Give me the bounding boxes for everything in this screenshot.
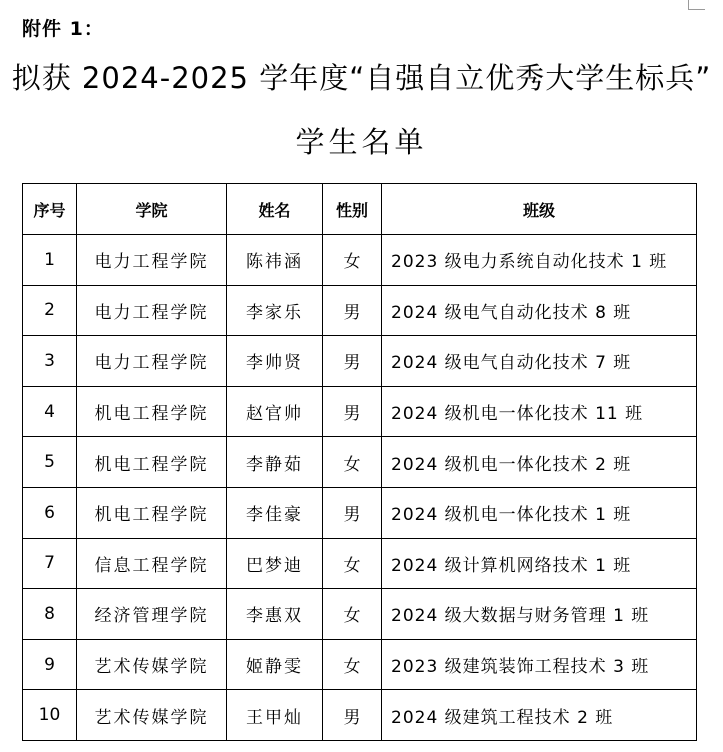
cell-college: 电力工程学院: [77, 336, 227, 387]
cell-college: 机电工程学院: [77, 386, 227, 437]
cell-name: 李静茹: [227, 437, 323, 488]
cell-college: 机电工程学院: [77, 487, 227, 538]
cell-class: 2024 级机电一体化技术 1 班: [382, 487, 697, 538]
table-row: [23, 538, 697, 589]
cell-name: 李家乐: [227, 285, 323, 336]
table-row: [23, 235, 697, 286]
table-row: [23, 487, 697, 538]
page-corner-mark: [688, 0, 705, 10]
cell-gender: 女: [323, 235, 382, 286]
cell-college: 电力工程学院: [77, 285, 227, 336]
table-row: [23, 690, 697, 741]
cell-name: 李惠双: [227, 589, 323, 640]
cell-number: 3: [23, 336, 77, 387]
header-name: 姓名: [227, 184, 323, 235]
cell-gender: 男: [323, 487, 382, 538]
table-row: [23, 639, 697, 690]
cell-college: 艺术传媒学院: [77, 639, 227, 690]
cell-number: 1: [23, 235, 77, 286]
cell-gender: 女: [323, 538, 382, 589]
cell-number: 4: [23, 386, 77, 437]
table-row: [23, 386, 697, 437]
cell-gender: 男: [323, 386, 382, 437]
document-subtitle: 学生名单: [295, 125, 428, 159]
student-list-table: [22, 183, 697, 741]
cell-number: 10: [23, 690, 77, 741]
cell-name: 姬静雯: [227, 639, 323, 690]
cell-class: 2023 级建筑装饰工程技术 3 班: [382, 639, 697, 690]
cell-class: 2023 级电力系统自动化技术 1 班: [382, 235, 697, 286]
cell-gender: 男: [323, 285, 382, 336]
cell-number: 2: [23, 285, 77, 336]
cell-class: 2024 级电气自动化技术 7 班: [382, 336, 697, 387]
cell-class: 2024 级电气自动化技术 8 班: [382, 285, 697, 336]
cell-class: 2024 级建筑工程技术 2 班: [382, 690, 697, 741]
header-college: 学院: [77, 184, 227, 235]
cell-college: 经济管理学院: [77, 589, 227, 640]
attachment-label: 附件 1：: [22, 18, 104, 40]
table-row: [23, 285, 697, 336]
document-title: 拟获 2024-2025 学年度“自强自立优秀大学生标兵”: [11, 61, 712, 95]
table-row: [23, 589, 697, 640]
cell-gender: 女: [323, 639, 382, 690]
cell-gender: 女: [323, 437, 382, 488]
cell-number: 5: [23, 437, 77, 488]
table-header-row: [23, 184, 697, 235]
cell-number: 8: [23, 589, 77, 640]
header-number: 序号: [23, 184, 77, 235]
cell-class: 2024 级计算机网络技术 1 班: [382, 538, 697, 589]
cell-class: 2024 级机电一体化技术 2 班: [382, 437, 697, 488]
cell-name: 李佳豪: [227, 487, 323, 538]
cell-gender: 女: [323, 589, 382, 640]
cell-name: 赵官帅: [227, 386, 323, 437]
table-row: [23, 437, 697, 488]
cell-number: 7: [23, 538, 77, 589]
cell-name: 王甲灿: [227, 690, 323, 741]
header-gender: 性别: [323, 184, 382, 235]
cell-gender: 男: [323, 690, 382, 741]
cell-college: 机电工程学院: [77, 437, 227, 488]
cell-gender: 男: [323, 336, 382, 387]
table-row: [23, 336, 697, 387]
cell-class: 2024 级机电一体化技术 11 班: [382, 386, 697, 437]
cell-college: 电力工程学院: [77, 235, 227, 286]
cell-class: 2024 级大数据与财务管理 1 班: [382, 589, 697, 640]
cell-college: 艺术传媒学院: [77, 690, 227, 741]
cell-name: 李帅贤: [227, 336, 323, 387]
cell-name: 陈祎涵: [227, 235, 323, 286]
cell-name: 巴梦迪: [227, 538, 323, 589]
cell-number: 9: [23, 639, 77, 690]
header-class: 班级: [382, 184, 697, 235]
cell-number: 6: [23, 487, 77, 538]
cell-college: 信息工程学院: [77, 538, 227, 589]
